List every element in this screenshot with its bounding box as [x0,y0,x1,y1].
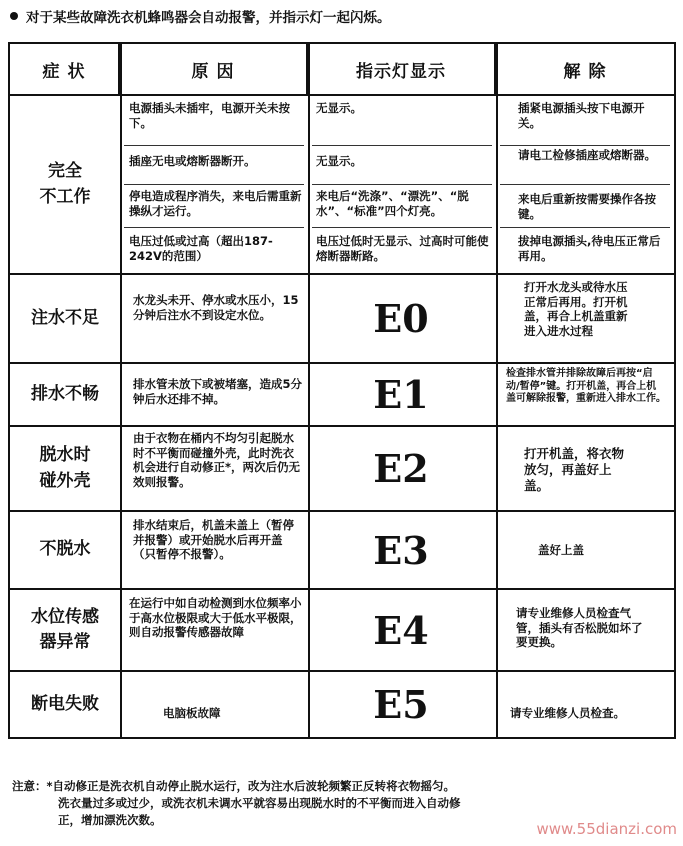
fix-cell: 请电工检修插座或熔断器。 [518,148,656,162]
indicator-cell: 电压过低时无显示、过高时可能使熔断器断路。 [316,234,489,263]
intro-text: 对于某些故障洗衣机蜂鸣器会自动报警，并指示灯一起闪烁。 [26,10,391,26]
symptom-cell: 脱水时 碰外壳 [39,445,91,491]
note-line: 正，增加漂洗次数。 [58,813,162,827]
header-symptom: 症 状 [10,44,120,94]
divider [312,227,492,228]
error-code: E4 [373,607,429,653]
divider [124,145,304,146]
symptom-cell: 注水不足 [31,307,99,328]
error-code: E3 [373,527,429,573]
divider [312,184,492,185]
symptom-cell: 断电失败 [31,693,99,714]
fix-cell: 盖好上盖 [538,543,584,557]
cause-cell: 在运行中如自动检测到水位频率小于高水位极限或大于低水平极限，则自动报警传感器故障 [129,596,302,640]
divider [500,227,670,228]
cause-cell: 电源插头未插牢，电源开关未按下。 [129,101,290,130]
cause-cell: 停电造成程序消失，来电后需重新操纵才运行。 [129,189,302,218]
note-line: 洗衣量过多或过少，或洗衣机未调水平就容易出现脱水时的不平衡而进入自动修 [58,796,461,810]
watermark: www.55dianzi.com [536,820,677,838]
divider [124,184,304,185]
error-code: E0 [373,296,429,341]
indicator-cell: 无显示。 [316,154,362,168]
fix-cell: 拔掉电源插头,待电压正常后再用。 [518,234,661,263]
divider [500,145,670,146]
cause-cell: 电脑板故障 [163,706,221,720]
cause-cell: 排水管未放下或被堵塞，造成5分钟后水还排不掉。 [133,377,302,406]
header-fix: 解 除 [563,61,607,82]
divider [496,44,498,737]
fix-cell: 检查排水管并排除故障后再按“启动/暂停”键。打开机盖，再合上机盖可解除报警，重新进入排水工作。 [506,368,666,404]
fix-cell: 打开机盖，将衣物放匀，再盖好上盖。 [524,446,625,493]
divider [312,145,492,146]
error-code: E5 [373,682,429,727]
symptom-cell: 排水不畅 [31,383,99,404]
intro-line [10,6,391,26]
fix-cell: 请专业维修人员检查气管，插头有否松脱如坏了要更换。 [516,606,643,650]
divider [500,184,670,185]
fault-table [8,42,676,739]
cause-cell: 由于衣物在桶内不均匀引起脱水时不平衡而碰撞外壳，此时洗衣机会进行自动修正*，两次后仍无效则报警。 [133,431,301,490]
divider [120,44,122,737]
fix-cell: 打开水龙头或待水压正常后再用。打开机盖，再合上机盖重新进入进水过程 [524,280,628,339]
cause-cell: 插座无电或熔断器断开。 [129,154,256,168]
fix-cell: 请专业维修人员检查。 [510,706,625,720]
fix-cell: 来电后重新按需要操作各按键。 [518,192,656,221]
symptom-cell: 不脱水 [39,539,91,560]
fix-cell: 插紧电源插头按下电源开关。 [518,101,645,130]
indicator-cell: 来电后“洗涤”、“漂洗”、“脱水”、“标准”四个灯亮。 [316,189,469,218]
header-indicator: 指示灯显示 [308,44,496,94]
cause-cell: 排水结束后，机盖未盖上（暂停并报警）或开始脱水后再开盖（只暂停不报警）。 [133,518,294,562]
note-line: 注意：*自动修正是洗衣机自动停止脱水运行，改为注水后波轮频繁正反转将衣物摇匀。 [12,779,456,793]
indicator-cell: 无显示。 [316,101,362,115]
bullet-icon [10,12,18,20]
cause-cell: 电压过低或过高（超出187-242V的范围） [129,234,273,263]
header-cause: 原 因 [120,44,308,94]
symptom-cell: 完全 不工作 [39,161,91,207]
divider [124,227,304,228]
error-code: E1 [373,372,429,417]
error-code: E2 [373,446,429,491]
cause-cell: 水龙头未开、停水或水压小，15分钟后注水不到设定水位。 [133,293,299,322]
symptom-cell: 水位传感 器异常 [31,606,99,652]
